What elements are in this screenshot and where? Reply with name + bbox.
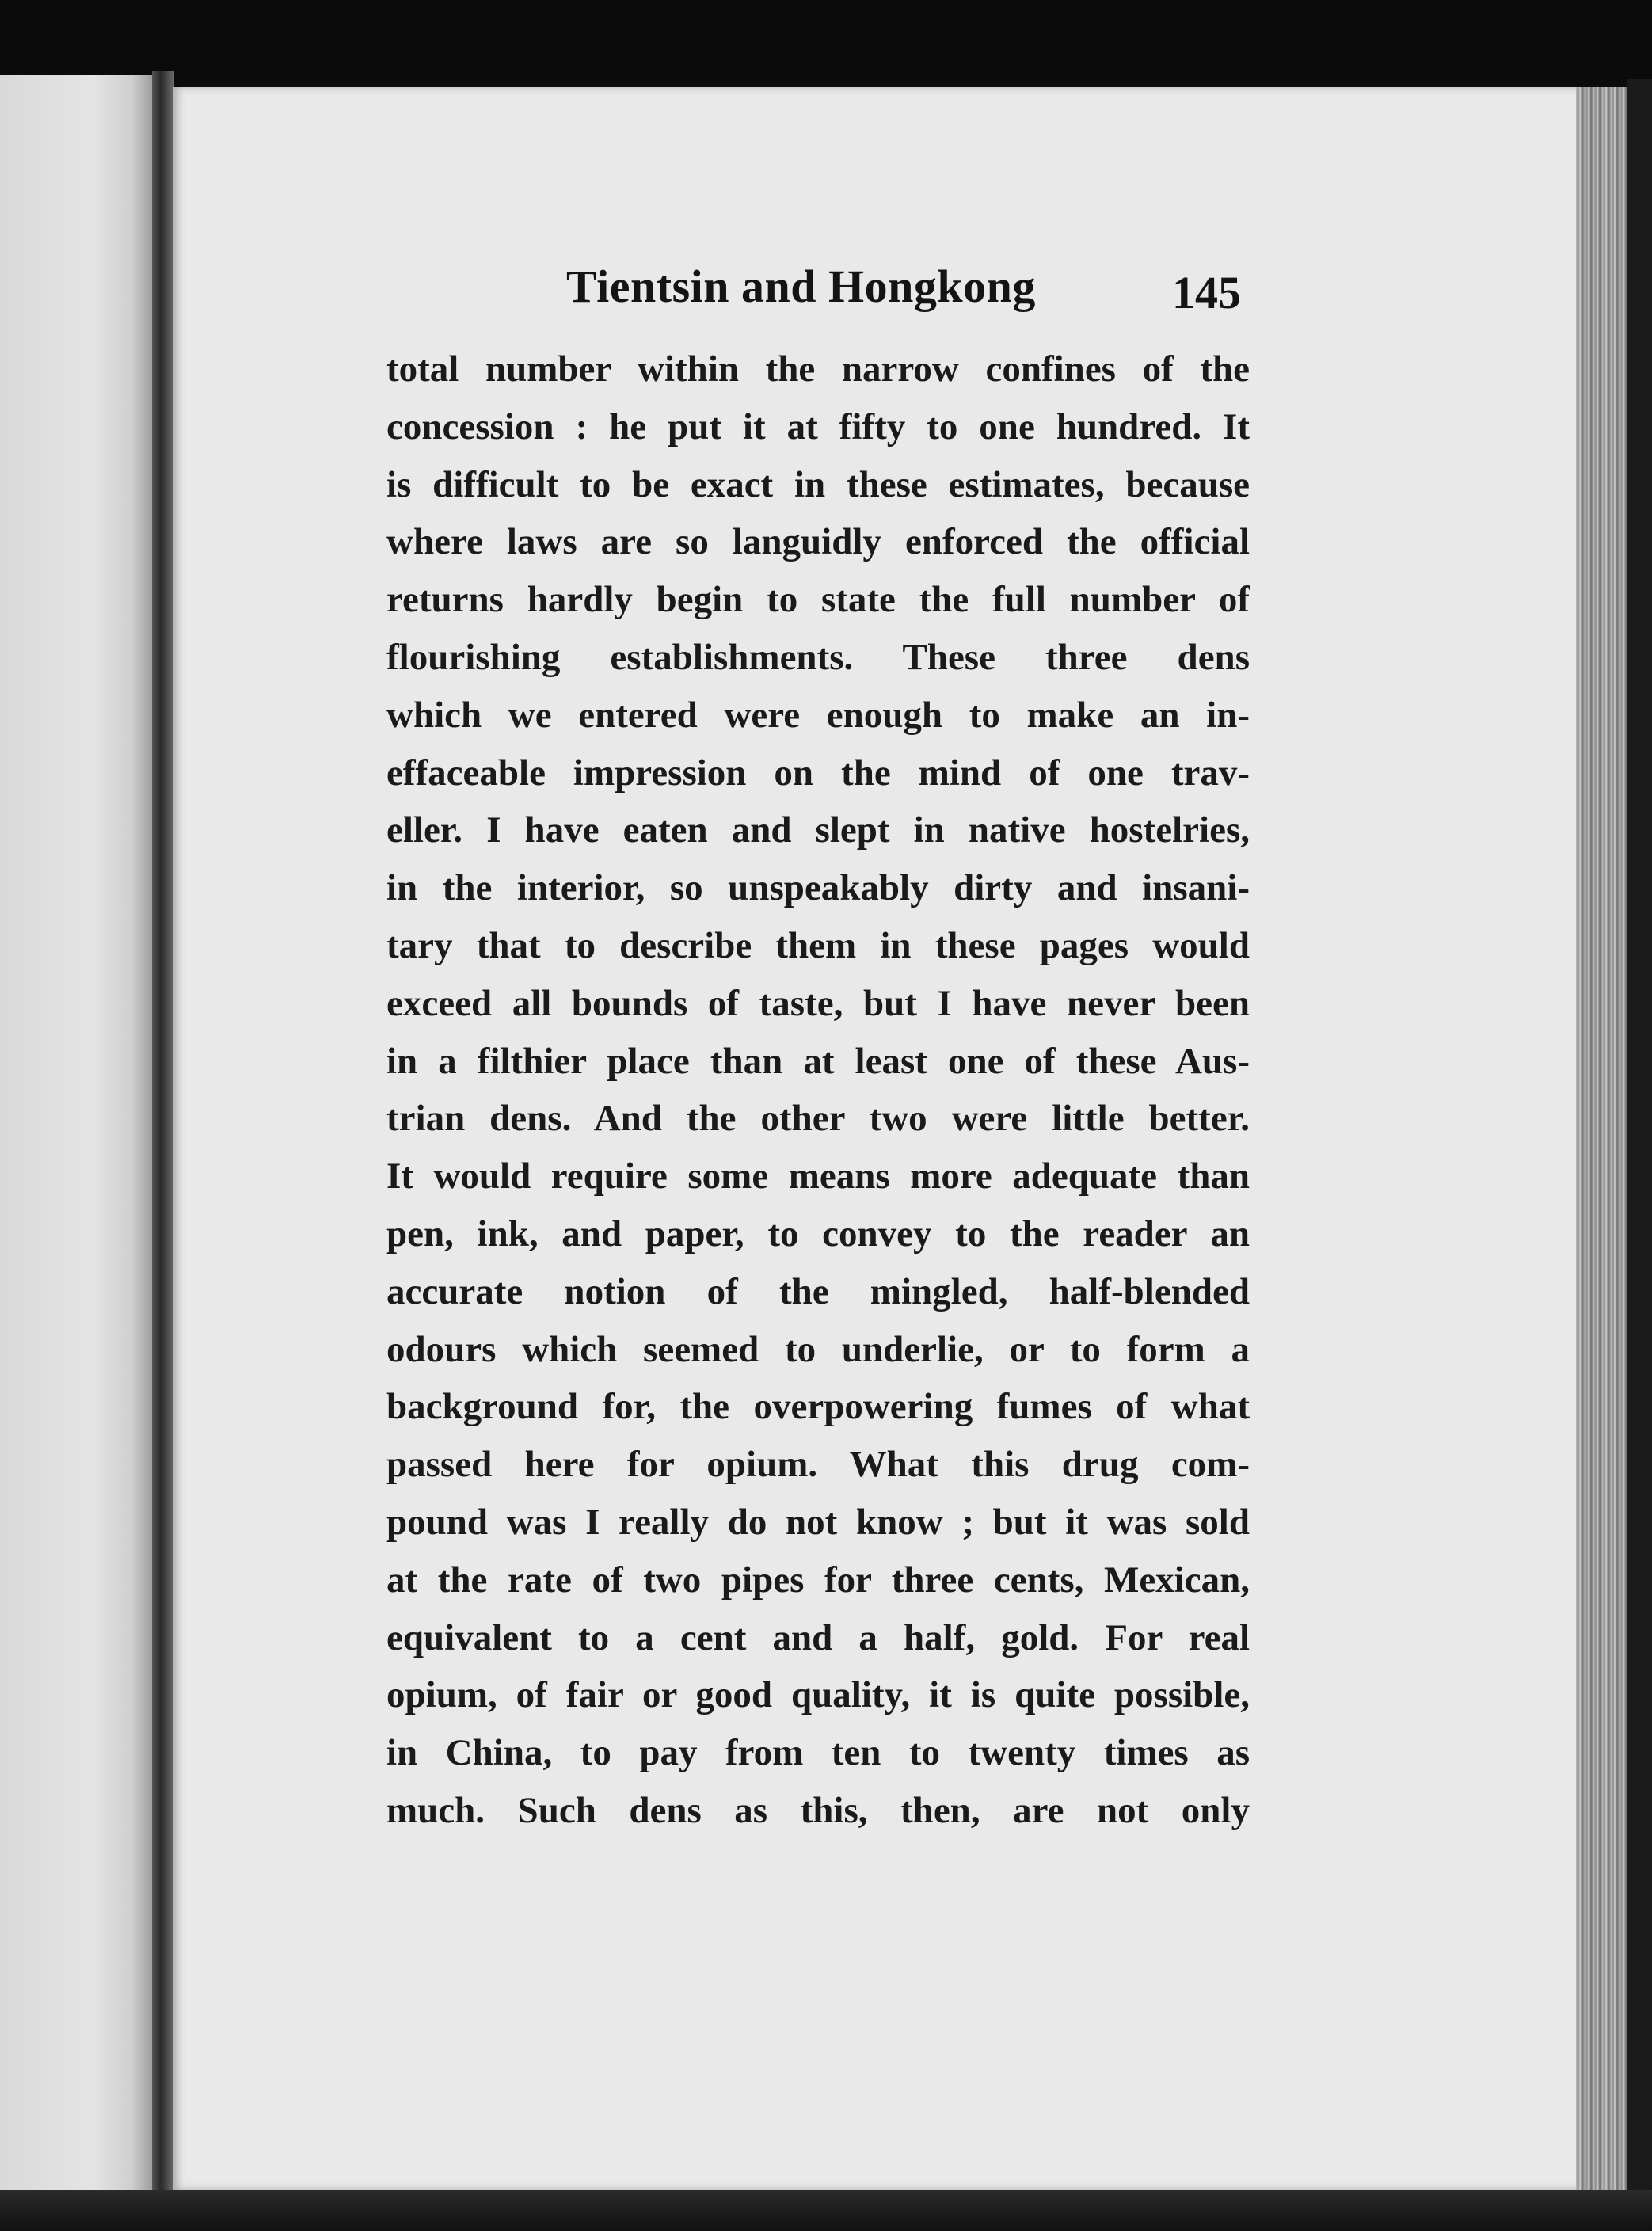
- text-line: in a filthier place than at least one of these Aus-: [386, 1040, 1250, 1082]
- text-line: trian dens. And the other two were little better.: [386, 1098, 1250, 1140]
- text-line: much. Such dens as this, then, are not only: [386, 1789, 1250, 1831]
- page-number: 145: [1172, 267, 1241, 318]
- text-line: total number within the narrow confines of the: [386, 348, 1250, 390]
- running-head: Tientsin and Hongkong: [566, 261, 1036, 312]
- text-line: odours which seemed to underlie, or to form a: [386, 1328, 1250, 1370]
- body-text: [386, 341, 1250, 1840]
- text-line: flourishing establishments. These three dens: [386, 636, 1250, 678]
- text-line: eller. I have eaten and slept in native hostelries,: [386, 809, 1250, 851]
- text-line: is difficult to be exact in these estimates, because: [386, 463, 1250, 505]
- text-line: where laws are so languidly enforced the official: [386, 521, 1250, 563]
- text-line: which we entered were enough to make an in-: [386, 694, 1250, 736]
- text-line: background for, the overpowering fumes of what: [386, 1386, 1250, 1428]
- bottom-shadow: [0, 2190, 1652, 2231]
- text-line: concession : he put it at fifty to one hundred. It: [386, 405, 1250, 447]
- text-line: accurate notion of the mingled, half-blended: [386, 1270, 1250, 1312]
- text-line: opium, of fair or good quality, it is quite possible,: [386, 1674, 1250, 1716]
- text-line: exceed all bounds of taste, but I have never been: [386, 982, 1250, 1024]
- text-line: at the rate of two pipes for three cents, Mexican,: [386, 1559, 1250, 1601]
- text-line: returns hardly begin to state the full number of: [386, 579, 1250, 621]
- left-page-edge: [0, 75, 154, 2231]
- text-line: equivalent to a cent and a half, gold. For real: [386, 1616, 1250, 1658]
- book-gutter: [152, 71, 174, 2231]
- text-line: tary that to describe them in these pages would: [386, 924, 1250, 966]
- text-line: passed here for opium. What this drug com-: [386, 1444, 1250, 1486]
- text-line: effaceable impression on the mind of one trav-: [386, 752, 1250, 794]
- text-line: in the interior, so unspeakably dirty and insani-: [386, 867, 1250, 909]
- text-line: in China, to pay from ten to twenty times as: [386, 1732, 1250, 1774]
- right-page-edges: [1576, 87, 1631, 2231]
- text-line: It would require some means more adequate than: [386, 1155, 1250, 1197]
- right-cover-edge: [1627, 79, 1652, 2231]
- text-line: pen, ink, and paper, to convey to the reader an: [386, 1213, 1250, 1254]
- text-line: pound was I really do not know ; but it was sold: [386, 1501, 1250, 1543]
